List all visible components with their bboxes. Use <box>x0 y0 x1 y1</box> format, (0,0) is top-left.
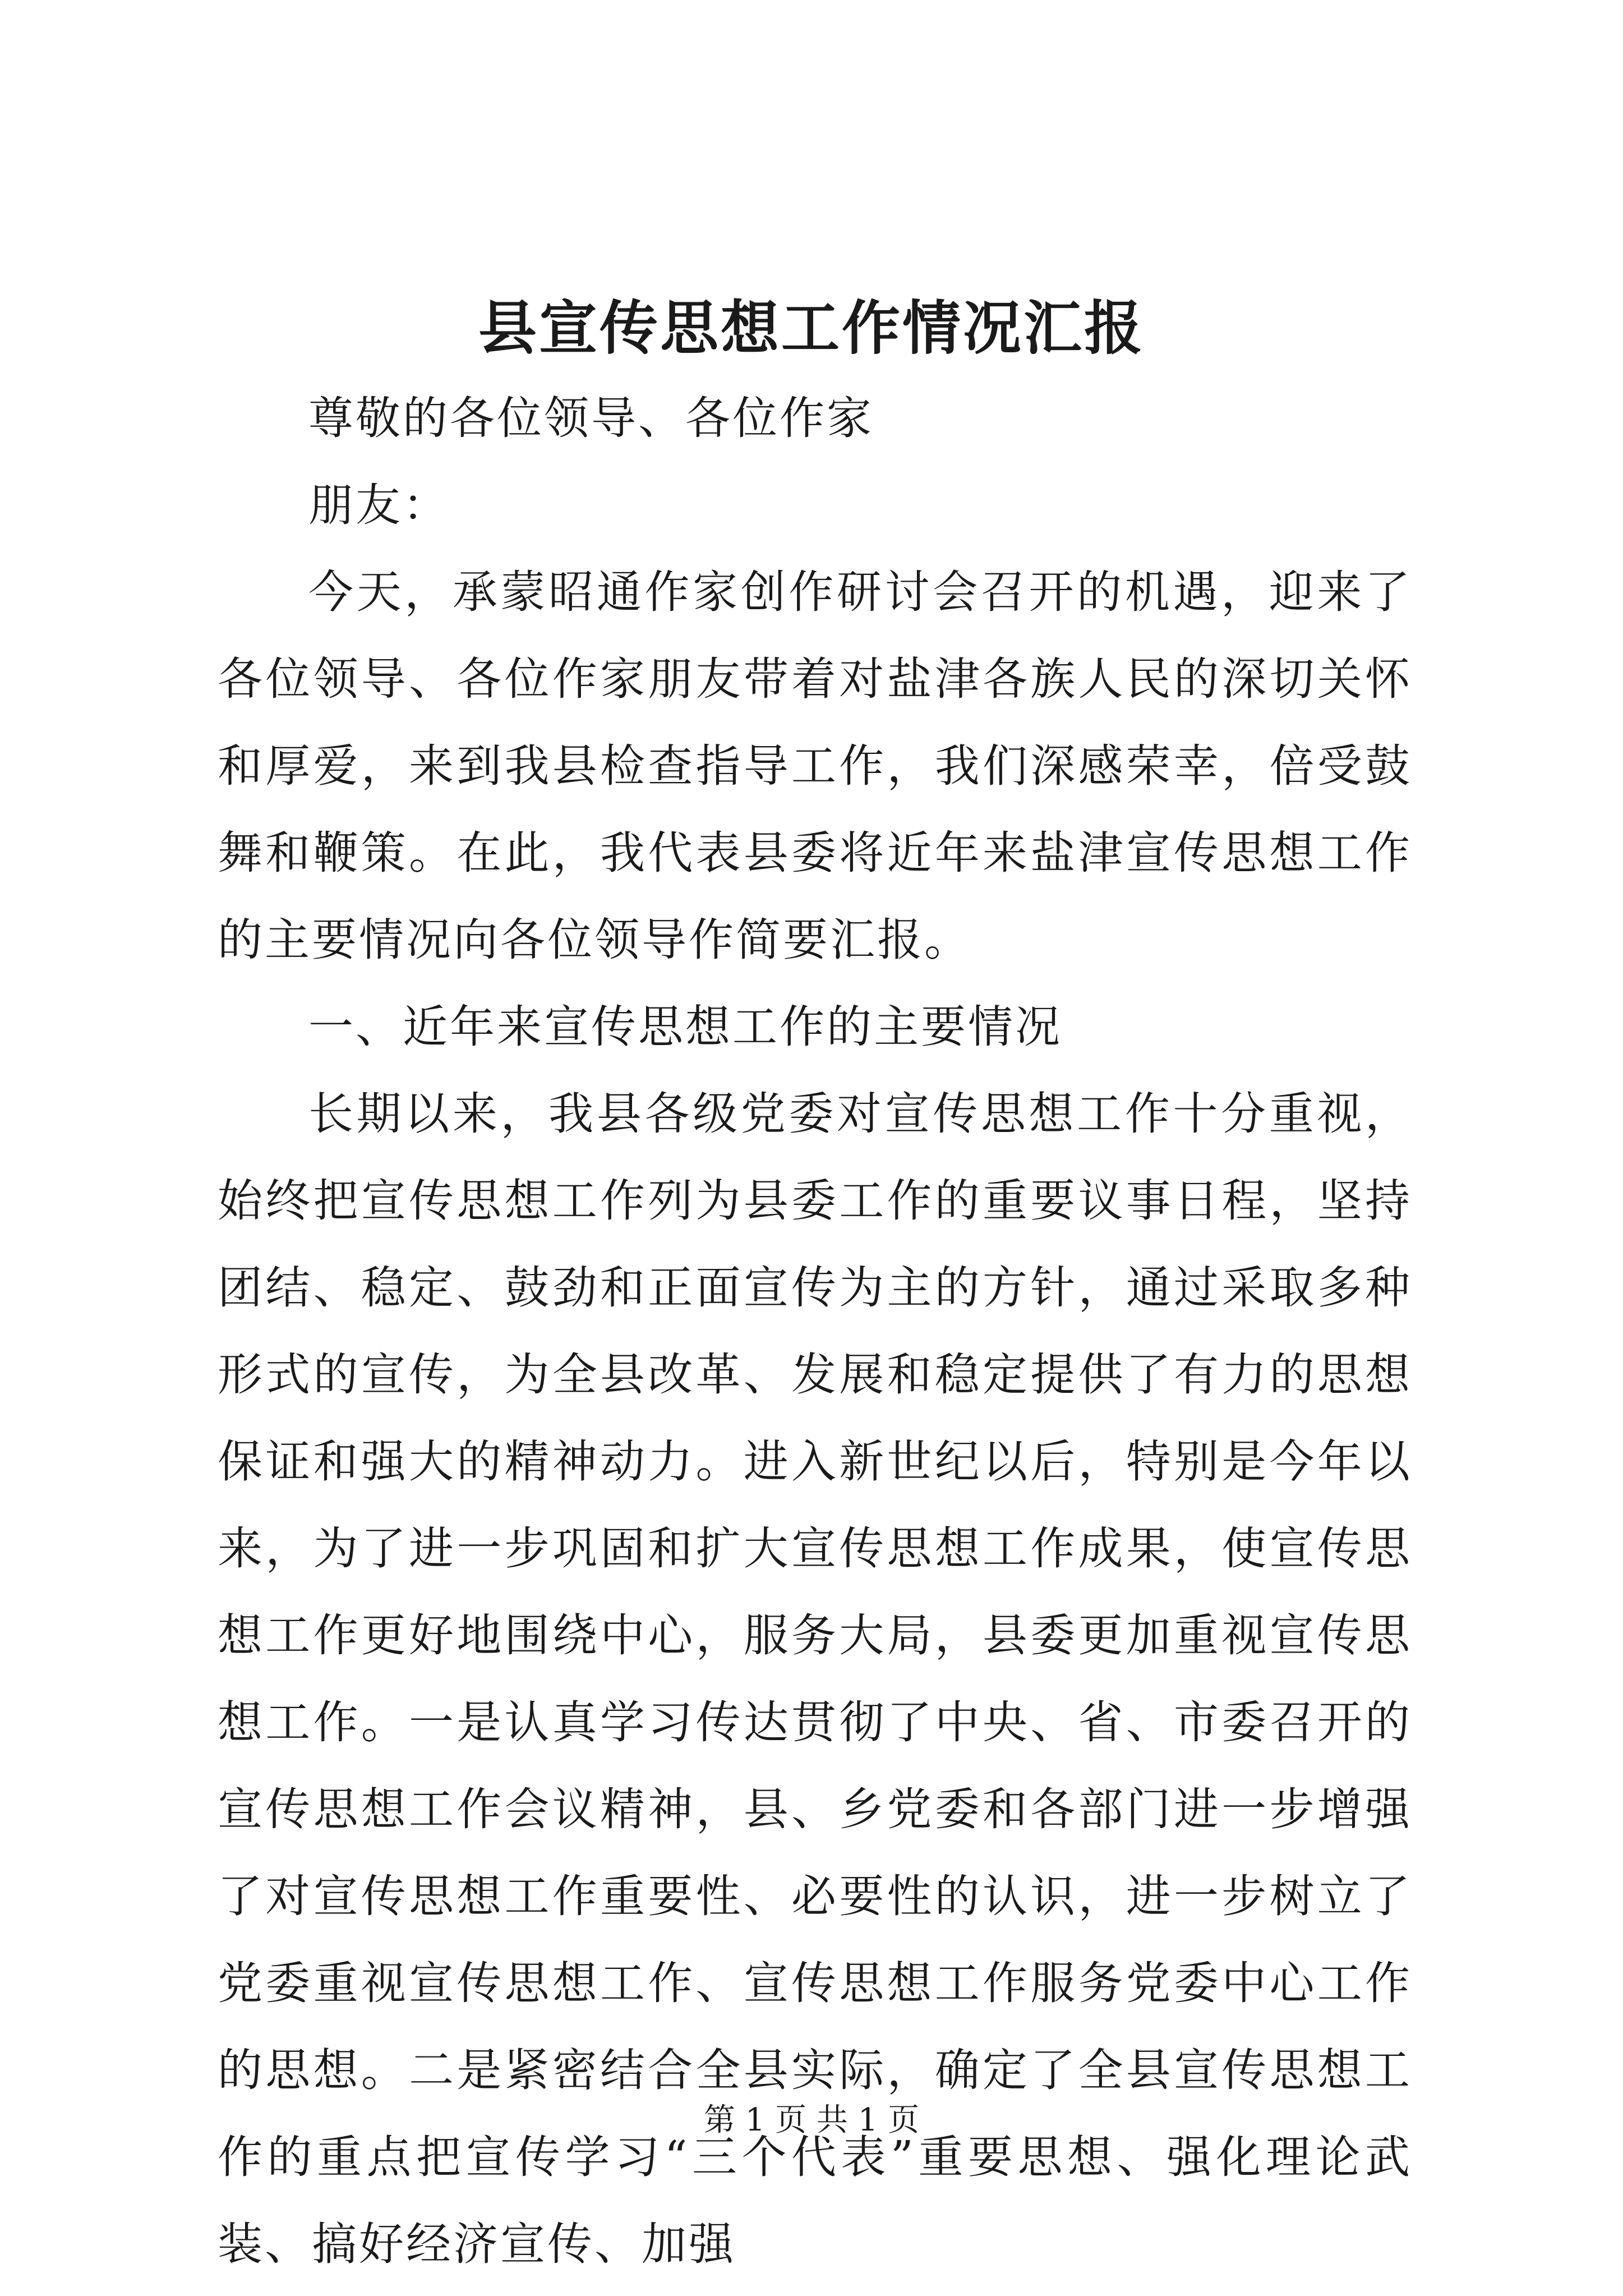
salutation-line-1: 尊敬的各位领导、各位作家 <box>308 392 874 444</box>
document-title: 县宣传思想工作情况汇报 <box>478 293 1145 362</box>
page-footer: 第 1 页 共 1 页 <box>703 2102 920 2138</box>
section-paragraph: 长期以来，我县各级党委对宣传思想工作十分重视，始终把宣传思想工作列为县委工作的重要议事日程，坚持团结、稳定、鼓劲和正面宣传为主的方针，通过采取多种形式的宣传，为全县改革、发展和稳定提供了有力的思想保证和强大的精神动力。进入新世纪以后，特别是今年以来，为了进一步巩固和扩大宣传思想工作成果，使宣传思想工作更好地围绕中心，服务大局，县委更加重视宣传思想工作。一是认真学习传达贯彻了中央、省、市委召开的宣传思想工作会议精神，县、乡党委和各部门进一步增强了对宣传思想工作重要性、必要性的认识，进一步树立了党委重视宣传思想工作、宣传思想工作服务党委中心工作的思想。二是紧密结合全县实际，确定了全县宣传思想工作的重点把宣传学习“三个代表”重要思想、强化理论武装、搞好经济宣传、加强 <box>218 1088 1412 2270</box>
intro-paragraph: 今天，承蒙昭通作家创作研讨会召开的机遇，迎来了各位领导、各位作家朋友带着对盐津各族人民的深切关怀和厚爱，来到我县检查指导工作，我们深感荣幸，倍受鼓舞和鞭策。在此，我代表县委将近年来盐津宣传思想工作的主要情况向各位领导作简要汇报。 <box>218 566 1412 966</box>
section-heading: 一、近年来宣传思想工作的主要情况 <box>308 1001 1062 1053</box>
document-body <box>218 375 1412 2288</box>
salutation-line-2: 朋友： <box>308 479 450 531</box>
